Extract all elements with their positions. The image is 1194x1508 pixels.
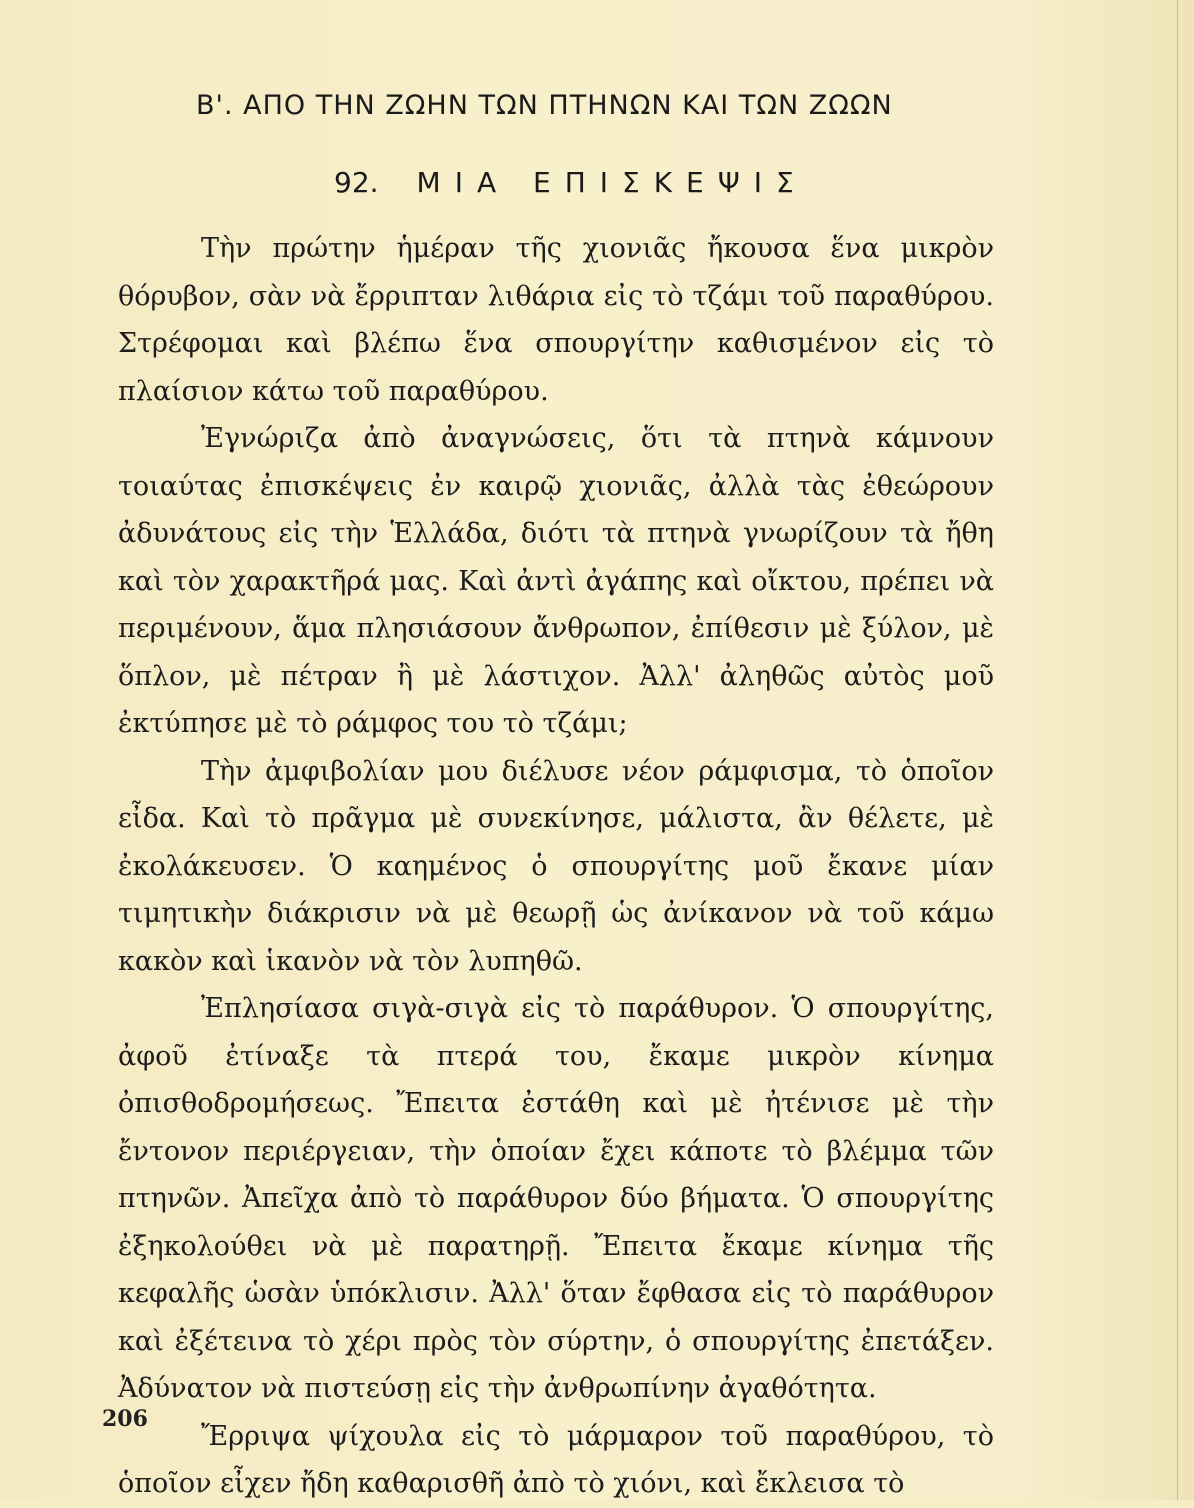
page-edge — [1177, 0, 1178, 1500]
section-title: Β'. ΑΠΟ ΤΗΝ ΖΩΗΝ ΤΩΝ ΠΤΗΝΩΝ ΚΑΙ ΤΩΝ ΖΩΩΝ — [196, 90, 893, 121]
body-text — [118, 225, 994, 1508]
paragraph-4: Ἐπλησίασα σιγὰ-σιγὰ εἰς τὸ παράθυρον. Ὁ σπουργίτης, ἀφοῦ ἐτίναξε τὰ πτερά του, ἔκαμε μικρὸν κίνημα ὀπισθοδρομήσεως. Ἔπειτα ἐστάθη καὶ μὲ ἠτένισε μὲ τὴν ἔντονον περιέργειαν, τὴν ὁποίαν ἔχει κάποτε τὸ βλέμμα τῶν πτηνῶν. Ἀπεῖχα ἀπὸ τὸ παράθυρον δύο βήματα. Ὁ σπουργίτης ἐξηκολούθει νὰ μὲ παρατηρῇ. Ἔπειτα ἔκαμε κίνημα τῆς κεφαλῆς ὡσὰν ὑπόκλισιν. Ἀλλ' ὅταν ἔφθασα εἰς τὸ παράθυρον καὶ ἐξέτεινα τὸ χέρι πρὸς τὸν σύρτην, ὁ σπουργίτης ἐπετάξεν. Ἀδύνατον νὰ πιστεύσῃ εἰς τὴν ἀνθρωπίνην ἀγαθότητα. — [118, 993, 994, 1404]
page-number: 206 — [102, 1406, 148, 1432]
paragraph-1: Τὴν πρώτην ἡμέραν τῆς χιονιᾶς ἤκουσα ἕνα μικρὸν θόρυβον, σὰν νὰ ἔρριπταν λιθάρια εἰς τὸ τζάμι τοῦ παραθύρου. Στρέφομαι καὶ βλέπω ἕνα σπουργίτην καθισμένον εἰς τὸ πλαίσιον κάτω τοῦ παραθύρου. — [118, 233, 994, 407]
paragraph-2: Ἐγνώριζα ἀπὸ ἀναγνώσεις, ὅτι τὰ πτηνὰ κάμνουν τοιαύτας ἐπισκέψεις ἐν καιρῷ χιονιᾶς, ἀλλὰ τὰς ἐθεώρουν ἀδυνάτους εἰς τὴν Ἑλλάδα, διότι τὰ πτηνὰ γνωρίζουν τὰ ἤθη καὶ τὸν χαρακτῆρά μας. Καὶ ἀντὶ ἀγάπης καὶ οἴκτου, πρέπει νὰ περιμένουν, ἅμα πλησιάσουν ἄνθρωπον, ἐπίθεσιν μὲ ξύλον, μὲ ὅπλον, μὲ πέτραν ἢ μὲ λάστιχον. Ἀλλ' ἀληθῶς αὐτὸς μοῦ ἐκτύπησε μὲ τὸ ράμφος του τὸ τζάμι; — [118, 423, 994, 739]
paragraph-3: Τὴν ἀμφιβολίαν μου διέλυσε νέον ράμφισμα, τὸ ὁποῖον εἶδα. Καὶ τὸ πρᾶγμα μὲ συνεκίνησε, μάλιστα, ἂν θέλετε, μὲ ἐκολάκευσεν. Ὁ καημένος ὁ σπουργίτης μοῦ ἔκανε μίαν τιμητικὴν διάκρισιν νὰ μὲ θεωρῇ ὡς ἀνίκανον νὰ τοῦ κάμω κακὸν καὶ ἱκανὸν νὰ τὸν λυπηθῶ. — [118, 755, 994, 977]
chapter-title: ΜΙΑ ΕΠΙΣΚΕΨΙΣ — [416, 166, 808, 199]
paragraph-5: Ἔρριψα ψίχουλα εἰς τὸ μάρμαρον τοῦ παραθύρου, τὸ ὁποῖον εἶχεν ἤδη καθαρισθῆ ἀπὸ τὸ χιόνι, καὶ ἔκλεισα τὸ — [118, 1420, 994, 1499]
chapter-number: 92. — [334, 166, 379, 199]
chapter-heading — [334, 166, 808, 199]
